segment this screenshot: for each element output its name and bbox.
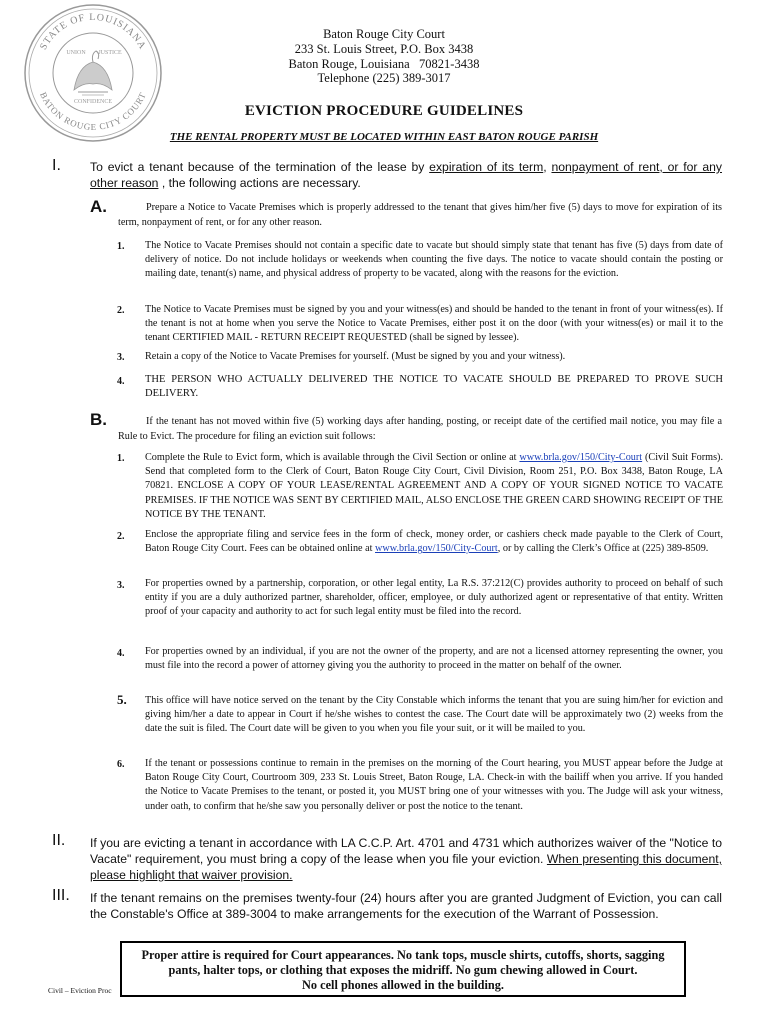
section-2-text-body: If you are evicting a tenant in accordance with LA C.C.P. Art. 4701 and 4731 which authorizes waiver of the "Notice to Vacate" requirement, you must bring a copy of the lease when you file your eviction. [90, 836, 722, 866]
item-b1-number: 1. [117, 453, 125, 464]
brla-link[interactable]: www.brla.gov/150/City-Court [375, 543, 498, 555]
louisiana-seal-icon [22, 2, 164, 144]
section-1-text-part3: , the following actions are necessary. [158, 176, 361, 190]
seal-bottom-text: BATON ROUGE CITY COURT [38, 90, 148, 133]
brla-link[interactable]: www.brla.gov/150/City-Court [519, 452, 643, 463]
item-a3-text: Retain a copy of the Notice to Vacate Premises for yourself. (Must be signed by you and your witness). [145, 351, 566, 362]
item-b2-text [145, 528, 723, 556]
section-2-marker: II. [52, 832, 66, 849]
section-1-text [90, 159, 722, 191]
court-address-line1: 233 St. Louis Street, P.O. Box 3438 [294, 41, 474, 56]
item-b3-text: For properties owned by a partnership, corporation, or other legal entity, La R.S. 37:212(C) provides authority to proceed on behalf of such entity if you are a duly authorized partner, shareholder, officer, employee, or duly authorized agent or representative of that entity. Written proof of your capacity and authority to act for such legal entity must be filed into the record. [145, 578, 723, 618]
item-a3-number: 3. [117, 352, 125, 363]
page-subtitle: THE RENTAL PROPERTY MUST BE LOCATED WITHIN EAST BATON ROUGE PARISH [169, 131, 599, 143]
item-b5-number: 5. [117, 692, 127, 707]
item-b4-number: 4. [117, 648, 125, 659]
court-seal [22, 2, 164, 144]
subsection-a-text [118, 201, 722, 230]
item-b1-text [145, 451, 723, 522]
item-b2-text-pre: Enclose the appropriate filing and service fees in the form of check, money order, or cashiers check made payable to the Clerk of Court, Baton Rouge City Court. Fees can be obtained online at [145, 529, 723, 555]
item-b6-number: 6. [117, 759, 125, 770]
section-1-text-part1: To evict a tenant because of the termination of the lease by [90, 160, 430, 174]
item-a1-text: The Notice to Vacate Premises should not contain a specific date to vacate but should simply state that tenant has five (5) days from date of delivery of notice. Do not include holidays or weekends when counting the five days. The notice to vacate should contain the posting or mailing date, tenant(s) name, and physical address of property to be vacated, along with the reasons for the eviction. [145, 240, 723, 280]
page-title: EVICTION PROCEDURE GUIDELINES [244, 103, 524, 119]
item-b5-text: This office will have notice served on the tenant by the City Constable which informs the tenant that you are suing him/her for eviction and giving him/her a date to appear in Court if he/she wishes to contest the case. The Court date will be approximately two (2) weeks from the date the suit is filed. The Court date will be given to you when you file your suit, or it will be mailed to you. [145, 695, 723, 735]
court-phone: Telephone (225) 389-3017 [317, 71, 451, 86]
court-address-line2: Baton Rouge, Louisiana 70821-3438 [288, 56, 480, 71]
item-a4-number: 4. [117, 376, 125, 387]
item-b2-text-post: , or by calling the Clerk’s Office at (225) 389-8509. [497, 543, 709, 555]
item-a2-number: 2. [117, 305, 125, 316]
subsection-b-text-body: If the tenant has not moved within five (5) working days after handing, posting, or receipt date of the certified mail notice, you may file a Rule to Evict. The procedure for filing an eviction suit follows: [118, 416, 722, 442]
seal-motto-right: JUSTICE [98, 50, 122, 56]
subsection-a-text-body: Prepare a Notice to Vacate Premises which is properly addressed to the tenant that gives him/her five (5) days to move for expiration of its term, nonpayment of rent, or for any other reason. [118, 202, 722, 228]
section-2-underlined: When presenting this document, please highlight that waiver provision. [90, 852, 722, 882]
notice-line-2: pants, halter tops, or clothing that exposes the midriff. No gum chewing allowed in Court. [168, 963, 638, 977]
item-a1-number: 1. [117, 241, 125, 252]
subsection-b-marker: B. [90, 410, 107, 429]
item-b4-text: For properties owned by an individual, if you are not the owner of the property, and are not a licensed attorney representing the owner, you must file into the record a power of attorney giving you the authority to proceed in the matter on behalf of the owner. [145, 646, 723, 672]
item-b6-text: If the tenant or possessions continue to remain in the premises on the morning of the Court hearing, you MUST appear before the Judge at Baton Rouge City Court, Courtroom 309, 233 St. Louis Street, Baton Rouge, LA. Check-in with the bailiff when you arrive. If you handed the Notice to Vacate Premises to the tenant, or posted it, you MUST bring one of your witnesses with you. The Judge will ask your witness, under oath, to confirm that he/she saw you personally deliver or post the notice to the tenant. [145, 758, 723, 812]
letterhead [220, 27, 548, 86]
item-a4-text: THE PERSON WHO ACTUALLY DELIVERED THE NOTICE TO VACATE SHOULD BE PREPARED TO PROVE SUCH DELIVERY. [145, 374, 723, 400]
subsection-b-text [118, 415, 722, 444]
item-b2-number: 2. [117, 531, 125, 542]
section-3-marker: III. [52, 887, 70, 904]
seal-motto-left: UNION [66, 50, 86, 56]
item-a2-text: The Notice to Vacate Premises must be signed by you and your witness(es) and should be handed to the tenant in front of your witness(es). If the tenant is not at home when you serve the Notice to Vacate Premises, either post it on the door (with your witness(es) or mail it to the tenant CERTIFIED MAIL - RETURN RECEIPT REQUESTED (shall be signed by lessee). [145, 304, 723, 344]
seal-motto-bottom: CONFIDENCE [73, 99, 113, 105]
section-1-underline-expiration: expiration of its term [429, 160, 544, 174]
section-1-text-part2: , [543, 160, 552, 174]
item-b1-text-pre: Complete the Rule to Evict form, which is available through the Civil Section or online at [145, 452, 520, 463]
item-b1-text-post: (Civil Suit Forms). Send that completed form to the Clerk of Court, Baton Rouge City Court, Civil Division, Room 251, P.O. Box 3438, Baton Rouge, LA 70821. ENCLOSE A COPY OF YOUR LEASE/RENTAL AGREEMENT AND A COPY OF YOUR SIGNED NOTICE TO VACATE PREMISES. IF THE NOTICE WAS SENT BY CERTIFIED MAIL, ALSO ENCLOSE THE GREEN CARD SHOWING RECEIPT OF THE NOTICE BY THE TENANT. [145, 452, 723, 520]
notice-line-3: No cell phones allowed in the building. [302, 978, 504, 992]
item-b3-number: 3. [117, 580, 125, 591]
section-3-text: If the tenant remains on the premises twenty-four (24) hours after you are granted Judgment of Eviction, you can call the Constable's Office at 389-3004 to make arrangements for the execution of the Warrant of Possession. [90, 891, 722, 921]
notice-line-1: Proper attire is required for Court appearances. No tank tops, muscle shirts, cutoffs, shorts, sagging [141, 948, 665, 962]
subsection-a-marker: A. [90, 197, 107, 216]
attire-notice-box [120, 941, 686, 997]
svg-text:STATE OF LOUISIANA [38, 12, 148, 52]
court-name: Baton Rouge City Court [323, 27, 445, 41]
section-1-underline-nonpayment: nonpayment of rent, or for any other reason [90, 160, 722, 190]
section-2-text [90, 835, 722, 883]
seal-top-text: STATE OF LOUISIANA [37, 11, 149, 52]
section-1-marker: I. [52, 157, 61, 174]
footer-label: Civil – Eviction Proc [48, 986, 112, 995]
